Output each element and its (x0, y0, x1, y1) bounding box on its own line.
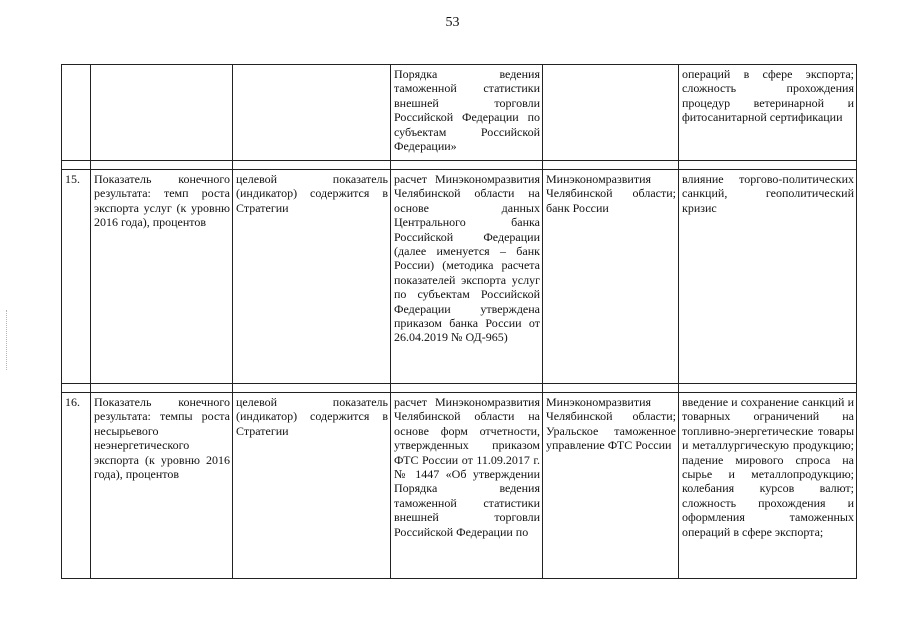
indicator-cell (91, 65, 233, 161)
source-cell (233, 65, 391, 161)
row-spacer (62, 384, 857, 393)
table-row (62, 393, 857, 579)
source-cell: целевой показатель (индикатор) содержится в Стратегии (233, 170, 391, 384)
indicator-cell: Показатель конечного результата: темпы роста несырьевого неэнергетического экспорта (к уровню 2016 года), процентов (91, 393, 233, 579)
responsible-cell: Минэкономразвития Челябинской области; Уральское таможенное управление ФТС России (543, 393, 679, 579)
responsible-cell (543, 65, 679, 161)
row-number: 16. (62, 393, 91, 579)
method-cell: расчет Минэкономразвития Челябинской области на основе данных Центрального банка Российской Федерации (далее именуется – банк России) (методика расчета показателей экспорта услуг по субъектам Российской Федерации утверждена приказом банка России от 26.04.2019 № ОД-965) (391, 170, 543, 384)
method-cell: расчет Минэкономразвития Челябинской области на основе форм отчетности, утвержденных приказом ФТС России от 11.09.2017 г. № 1447 «Об утверждении Порядка ведения таможенной статистики внешней торговли Российской Федерации по (391, 393, 543, 579)
indicator-cell: Показатель конечного результата: темп роста экспорта услуг (к уровню 2016 года), процентов (91, 170, 233, 384)
risks-cell: операций в сфере экспорта; сложность прохождения процедур ветеринарной и фитосанитарной сертификации (679, 65, 857, 161)
risks-cell: влияние торгово-политических санкций, геополитический кризис (679, 170, 857, 384)
source-cell: целевой показатель (индикатор) содержится в Стратегии (233, 393, 391, 579)
page-number: 53 (445, 15, 460, 30)
binding-marks (6, 310, 9, 370)
row-number (62, 65, 91, 161)
method-cell: Порядка ведения таможенной статистики внешней торговли Российской Федерации по субъектам Российской Федерации» (391, 65, 543, 161)
row-number: 15. (62, 170, 91, 384)
responsible-cell: Минэкономразвития Челябинской области; банк России (543, 170, 679, 384)
table-row (62, 170, 857, 384)
indicators-table (61, 64, 857, 579)
risks-cell: введение и сохранение санкций и товарных ограничений на топливно-энергетические товары и металлургическую продукцию; падение мирового спроса на сырье и металлопродукцию; колебания курсов валют; сложность прохождения и оформления таможенных операций в сфере экспорта; (679, 393, 857, 579)
table-row-continuation (62, 65, 857, 161)
row-spacer (62, 161, 857, 170)
